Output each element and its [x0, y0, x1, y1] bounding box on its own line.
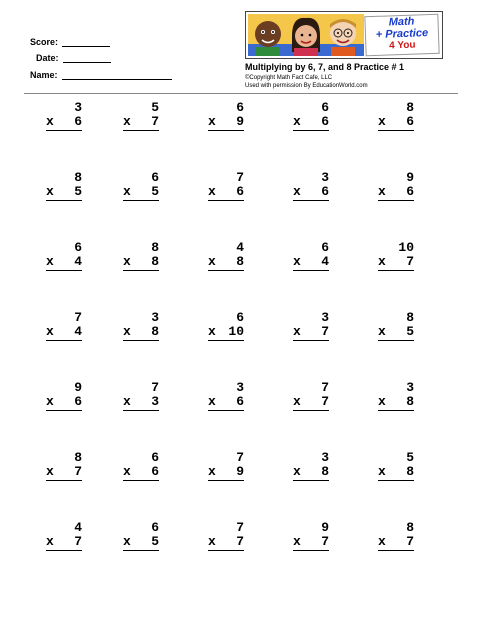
multiplier-row	[123, 535, 159, 551]
multiply-sign: x	[208, 534, 216, 549]
multiplier-row	[208, 255, 244, 271]
multiplier: 7	[74, 464, 82, 479]
multiplicand: 6	[321, 240, 329, 255]
problem-12	[123, 241, 159, 271]
multiplier-row	[123, 185, 159, 201]
multiply-sign: x	[123, 534, 131, 549]
multiplier: 5	[151, 184, 159, 199]
multiplier: 7	[151, 114, 159, 129]
multiplier: 7	[236, 534, 244, 549]
multiply-sign: x	[293, 254, 301, 269]
multiplicand: 9	[321, 520, 329, 535]
multiplier: 6	[74, 114, 82, 129]
multiplicand: 6	[321, 100, 329, 115]
multiply-sign: x	[378, 464, 386, 479]
problem-18	[208, 311, 244, 341]
multiplicand: 3	[406, 380, 414, 395]
multiply-sign: x	[46, 254, 54, 269]
multiplier: 9	[236, 464, 244, 479]
problem-7	[123, 171, 159, 201]
multiplier-row	[378, 535, 414, 551]
multiply-sign: x	[378, 254, 386, 269]
problem-31	[46, 521, 82, 551]
multiplier-row	[46, 535, 82, 551]
multiplier: 7	[321, 534, 329, 549]
multiply-sign: x	[46, 114, 54, 129]
problem-4	[293, 101, 329, 131]
score-label: Score:	[30, 37, 59, 47]
multiplier: 7	[74, 534, 82, 549]
multiplicand: 4	[236, 240, 244, 255]
problem-24	[293, 381, 329, 411]
multiplier-row	[378, 185, 414, 201]
multiply-sign: x	[208, 184, 216, 199]
multiplier-row	[208, 185, 244, 201]
problem-2	[123, 101, 159, 131]
multiplier-row	[378, 255, 414, 271]
multiplicand: 8	[74, 170, 82, 185]
multiply-sign: x	[293, 114, 301, 129]
multiplicand: 8	[406, 100, 414, 115]
multiplier: 4	[74, 324, 82, 339]
problem-14	[293, 241, 329, 271]
multiplier-row	[46, 325, 82, 341]
problem-13	[208, 241, 244, 271]
multiplier: 6	[236, 394, 244, 409]
logo-line-practice: + Practice	[375, 27, 429, 41]
multiplicand: 3	[236, 380, 244, 395]
multiplicand: 7	[236, 450, 244, 465]
multiply-sign: x	[123, 114, 131, 129]
name-label: Name:	[30, 70, 58, 80]
multiplier: 8	[406, 394, 414, 409]
multiplier-row	[378, 325, 414, 341]
problem-27	[123, 451, 159, 481]
problem-16	[46, 311, 82, 341]
multiplicand: 4	[74, 520, 82, 535]
multiplicand: 7	[236, 520, 244, 535]
multiplier: 8	[406, 464, 414, 479]
multiply-sign: x	[293, 184, 301, 199]
multiplier: 6	[236, 184, 244, 199]
multiplicand: 7	[236, 170, 244, 185]
multiplier: 6	[151, 464, 159, 479]
multiply-sign: x	[208, 254, 216, 269]
multiplier: 7	[321, 394, 329, 409]
multiply-sign: x	[123, 254, 131, 269]
multiplier-row	[293, 115, 329, 131]
multiply-sign: x	[378, 184, 386, 199]
multiplicand: 7	[321, 380, 329, 395]
multiplicand: 7	[74, 310, 82, 325]
multiplicand: 3	[321, 170, 329, 185]
multiplicand: 5	[151, 100, 159, 115]
multiplicand: 3	[321, 450, 329, 465]
multiply-sign: x	[123, 394, 131, 409]
multiplier: 5	[74, 184, 82, 199]
copyright-text: ©Copyright Math Fact Cafe, LLC	[245, 75, 333, 81]
problem-1	[46, 101, 82, 131]
multiplicand: 8	[151, 240, 159, 255]
multiplier: 8	[321, 464, 329, 479]
multiplier: 8	[151, 324, 159, 339]
multiplier: 6	[406, 114, 414, 129]
problem-33	[208, 521, 244, 551]
multiply-sign: x	[46, 534, 54, 549]
multiplier-row	[293, 255, 329, 271]
multiplicand: 3	[151, 310, 159, 325]
multiply-sign: x	[46, 324, 54, 339]
multiply-sign: x	[123, 324, 131, 339]
multiplier: 7	[406, 534, 414, 549]
multiply-sign: x	[46, 394, 54, 409]
problem-25	[378, 381, 414, 411]
multiplicand: 10	[398, 240, 414, 255]
problem-22	[123, 381, 159, 411]
multiply-sign: x	[208, 324, 216, 339]
multiplicand: 8	[406, 310, 414, 325]
date-label: Date:	[36, 53, 59, 63]
multiply-sign: x	[46, 184, 54, 199]
multiplier-row	[123, 325, 159, 341]
multiply-sign: x	[293, 464, 301, 479]
multiplier-row	[208, 325, 244, 341]
permission-text: Used with permission By EducationWorld.com	[245, 83, 368, 89]
multiplicand: 3	[74, 100, 82, 115]
multiply-sign: x	[378, 324, 386, 339]
multiplier: 6	[321, 114, 329, 129]
multiplier: 9	[236, 114, 244, 129]
multiply-sign: x	[123, 184, 131, 199]
multiplier-row	[208, 465, 244, 481]
worksheet-title: Multiplying by 6, 7, and 8 Practice # 1	[245, 62, 405, 72]
multiplier-row	[46, 395, 82, 411]
multiplier: 4	[74, 254, 82, 269]
problem-28	[208, 451, 244, 481]
multiplier-row	[123, 255, 159, 271]
multiplicand: 9	[406, 170, 414, 185]
multiplicand: 6	[151, 450, 159, 465]
logo-line-math: Math	[388, 15, 415, 29]
problem-15	[378, 241, 414, 271]
multiplier-row	[46, 115, 82, 131]
multiplicand: 6	[151, 170, 159, 185]
multiplicand: 8	[74, 450, 82, 465]
multiply-sign: x	[123, 464, 131, 479]
multiplicand: 5	[406, 450, 414, 465]
multiplier-row	[208, 395, 244, 411]
problem-11	[46, 241, 82, 271]
multiply-sign: x	[208, 464, 216, 479]
multiply-sign: x	[378, 394, 386, 409]
multiplier: 4	[321, 254, 329, 269]
multiplier-row	[293, 535, 329, 551]
multiplier-row	[46, 255, 82, 271]
multiplier: 7	[406, 254, 414, 269]
multiplier: 7	[321, 324, 329, 339]
multiply-sign: x	[293, 324, 301, 339]
multiplier-row	[208, 535, 244, 551]
problem-26	[46, 451, 82, 481]
multiplier: 6	[321, 184, 329, 199]
multiplier: 5	[151, 534, 159, 549]
multiply-sign: x	[293, 534, 301, 549]
problem-8	[208, 171, 244, 201]
problem-20	[378, 311, 414, 341]
multiplier-row	[123, 115, 159, 131]
multiplicand: 9	[74, 380, 82, 395]
multiplier-row	[293, 325, 329, 341]
multiplicand: 6	[236, 100, 244, 115]
multiplier: 8	[236, 254, 244, 269]
multiplier-row	[123, 465, 159, 481]
problem-23	[208, 381, 244, 411]
multiplier: 3	[151, 394, 159, 409]
problem-21	[46, 381, 82, 411]
multiplier: 10	[228, 324, 244, 339]
multiplier-row	[208, 115, 244, 131]
multiply-sign: x	[378, 114, 386, 129]
multiplicand: 8	[406, 520, 414, 535]
multiply-sign: x	[293, 394, 301, 409]
multiplier: 6	[74, 394, 82, 409]
problem-34	[293, 521, 329, 551]
problem-32	[123, 521, 159, 551]
multiplier-row	[46, 465, 82, 481]
multiplier-row	[46, 185, 82, 201]
problem-29	[293, 451, 329, 481]
problem-10	[378, 171, 414, 201]
multiplicand: 6	[236, 310, 244, 325]
problem-6	[46, 171, 82, 201]
multiplier: 8	[151, 254, 159, 269]
multiplicand: 6	[151, 520, 159, 535]
multiplier-row	[123, 395, 159, 411]
problem-17	[123, 311, 159, 341]
multiply-sign: x	[208, 394, 216, 409]
problem-30	[378, 451, 414, 481]
problem-35	[378, 521, 414, 551]
problem-19	[293, 311, 329, 341]
multiplier: 5	[406, 324, 414, 339]
multiplier-row	[378, 395, 414, 411]
problem-5	[378, 101, 414, 131]
problem-9	[293, 171, 329, 201]
multiplier-row	[293, 465, 329, 481]
multiply-sign: x	[208, 114, 216, 129]
multiplicand: 3	[321, 310, 329, 325]
multiply-sign: x	[46, 464, 54, 479]
multiplier-row	[378, 465, 414, 481]
multiplier-row	[293, 395, 329, 411]
multiply-sign: x	[378, 534, 386, 549]
multiplicand: 7	[151, 380, 159, 395]
problem-3	[208, 101, 244, 131]
multiplier: 6	[406, 184, 414, 199]
multiplier-row	[293, 185, 329, 201]
logo-line-4you: 4 You	[389, 39, 416, 52]
multiplicand: 6	[74, 240, 82, 255]
multiplier-row	[378, 115, 414, 131]
